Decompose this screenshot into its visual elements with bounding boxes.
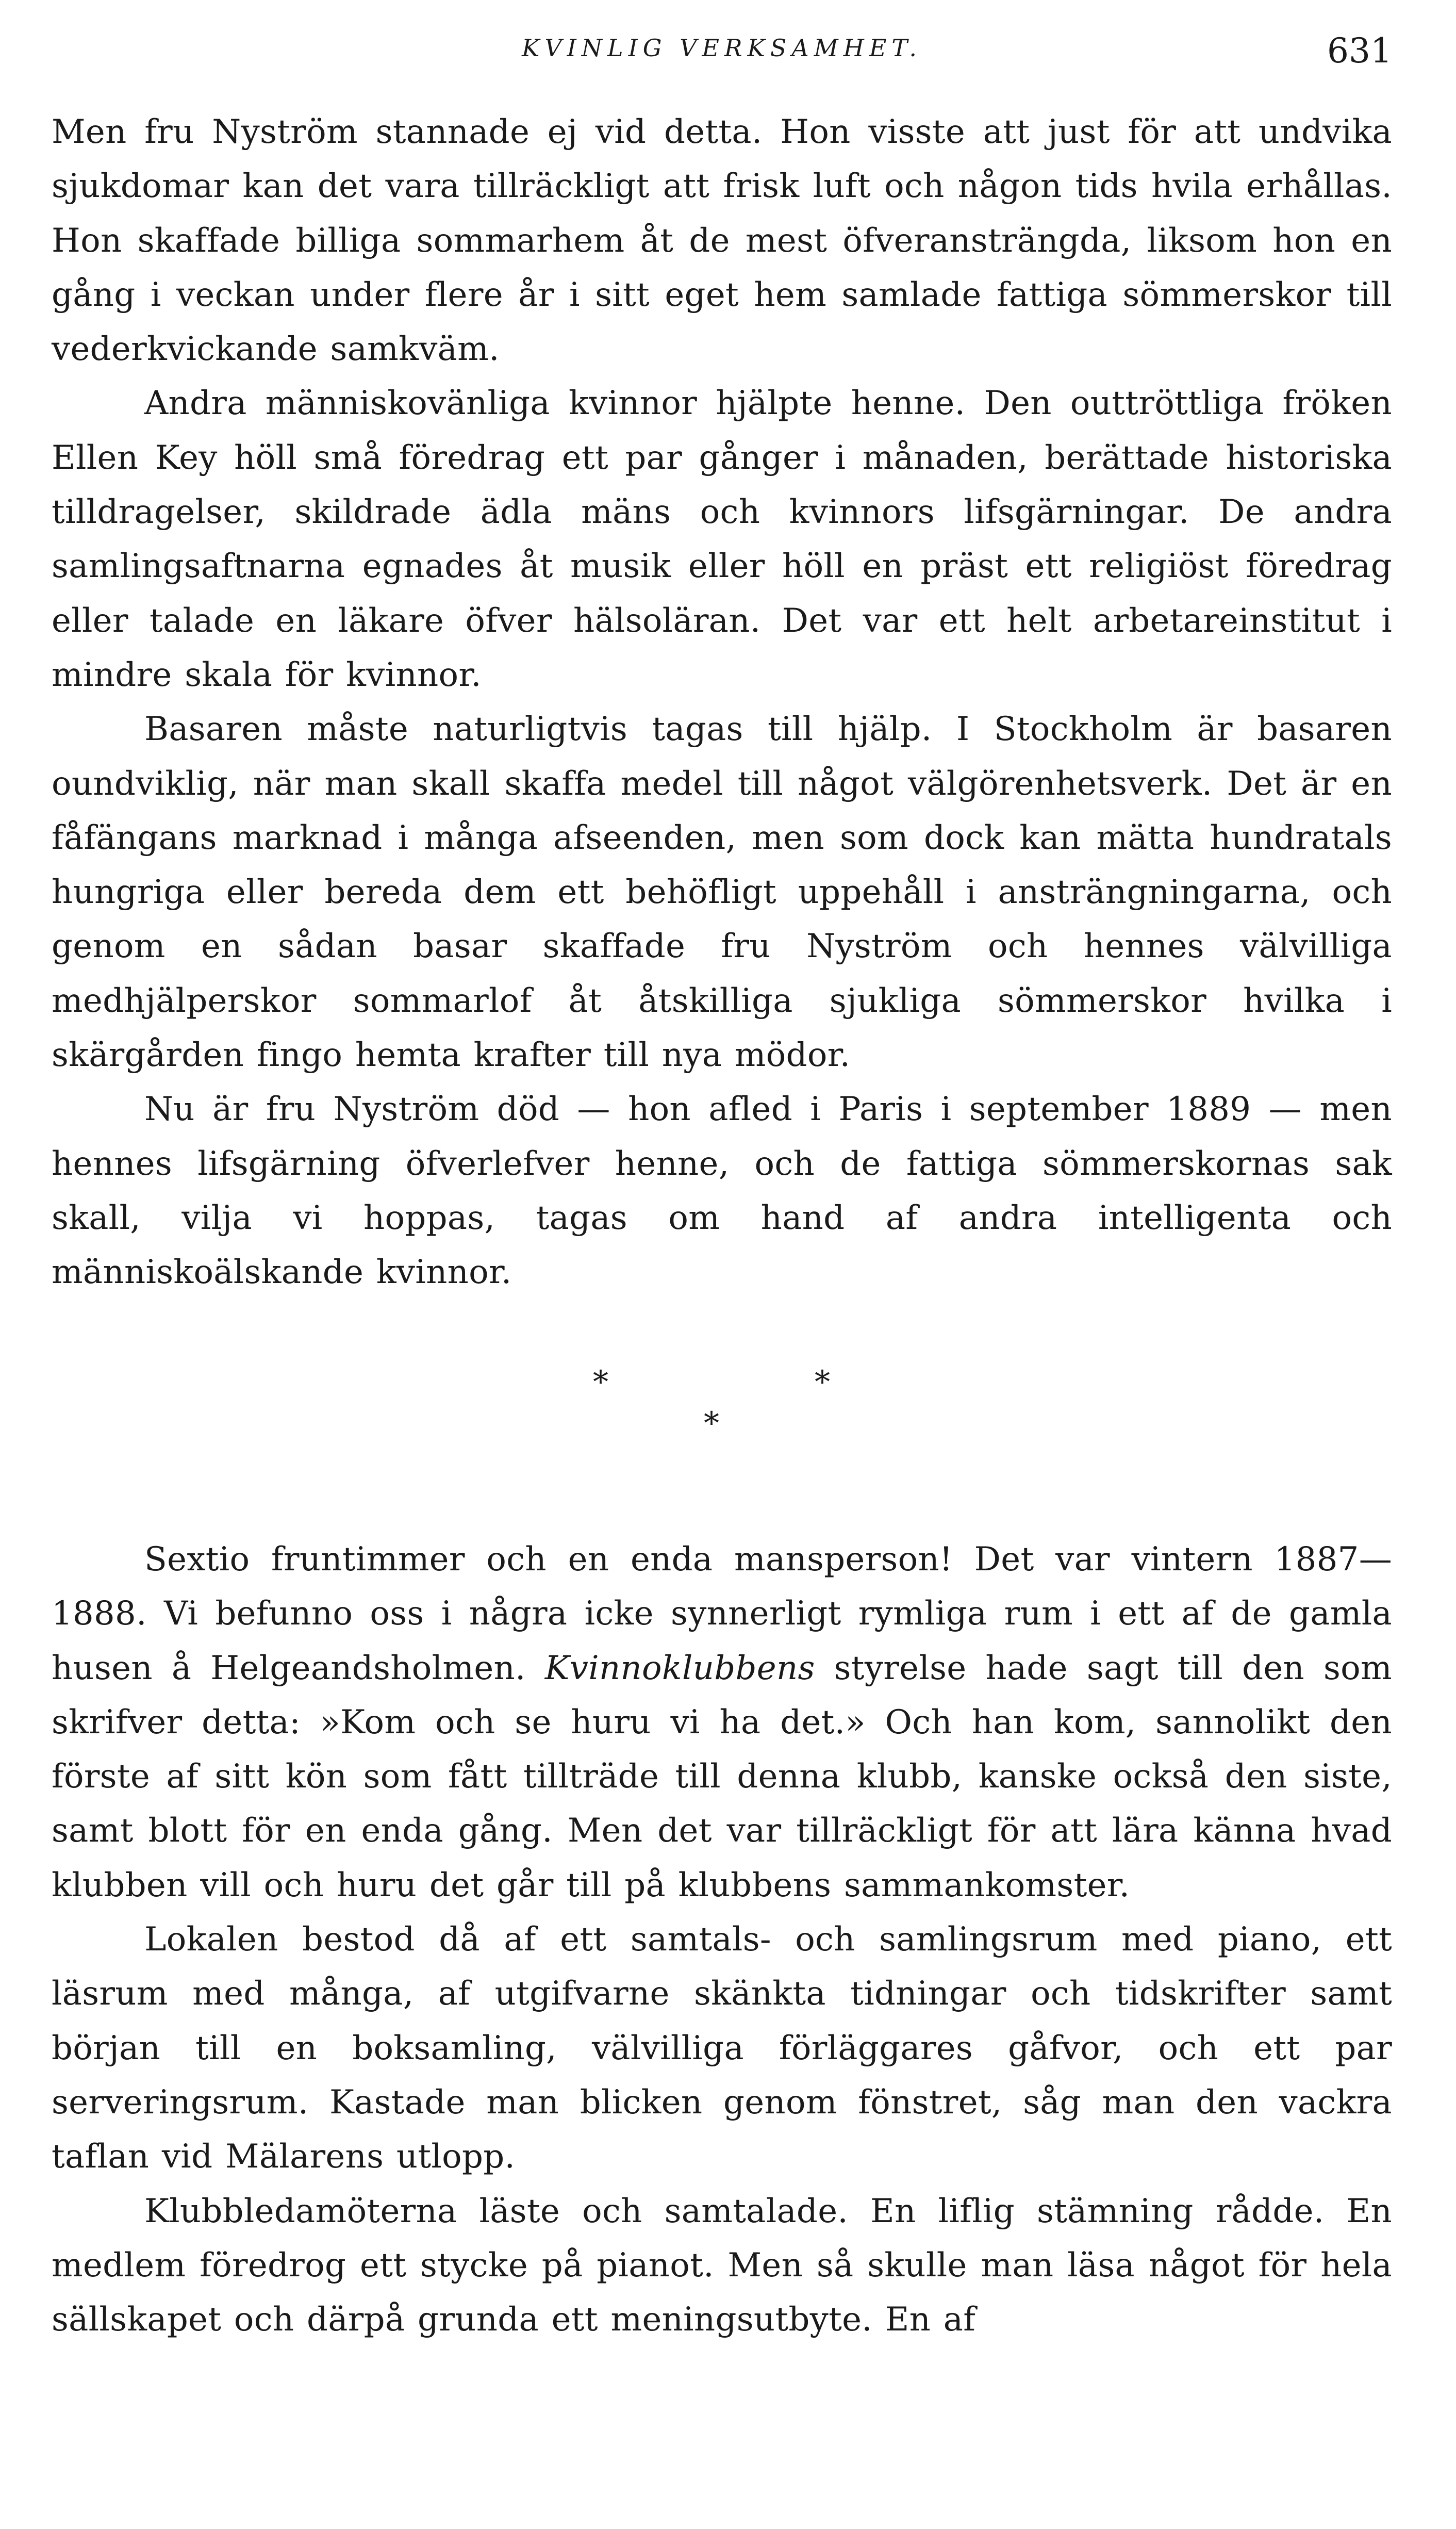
- divider-star: *: [593, 1364, 608, 1400]
- paragraph: Nu är fru Nyström död — hon afled i Paris i september 1889 — men hennes lifsgärning öfverlefver henne, och de fattiga sömmerskornas sak skall, vilja vi hoppas, tagas om hand af andra intelligenta och människoälskande kvinnor.: [52, 1090, 1392, 1292]
- paragraph-text: styrelse hade sagt till den som skrifver detta: »Kom och se huru vi ha det.» Och han kom, sannolikt den förste af sitt kön som fått tillträde till denna klubb, kanske också den siste, samt blott för en enda gång. Men det var tillräckligt för att lära känna hvad klubben vill och huru det går till på klubbens sammankomster.: [52, 1649, 1392, 1904]
- paragraph: Lokalen bestod då af ett samtals- och samlingsrum med piano, ett läsrum med många, af utgifvarne skänkta tidningar och tidskrifter samt början till en boksamling, välvilliga förläggares gåfvor, och ett par serveringsrum. Kastade man blicken genom fönstret, såg man den vackra taflan vid Mälarens utlopp.: [52, 1920, 1392, 2176]
- section-kvinnoklubben: [52, 1533, 1392, 2347]
- section-divider: [0, 1351, 1456, 1454]
- section-nystrom: [52, 105, 1392, 1300]
- running-head: [52, 31, 1392, 77]
- italic-club-name: Kvinnoklubbens: [544, 1649, 815, 1687]
- paragraph: Andra människovänliga kvinnor hjälpte henne. Den outtröttliga fröken Ellen Key höll små föredrag ett par gånger i månaden, berättade historiska tilldragelser, skildrade ädla mäns och kvinnors lifsgärningar. De andra samlingsaftnarna egnades åt musik eller höll en präst ett religiöst föredrag eller talade en läkare öfver hälsoläran. Det var ett helt arbetareinstitut i mindre skala för kvinnor.: [52, 384, 1392, 694]
- divider-star: *: [815, 1364, 830, 1400]
- paragraph-text: Sextio fruntimmer och en enda mansperson! Det var vintern 1887—1888. Vi befunno oss i några icke synnerligt rymliga rum i ett af de gamla husen å Helgeandsholmen.: [52, 1540, 1392, 1687]
- paragraph: [52, 1533, 1392, 1913]
- paragraph: Basaren måste naturligtvis tagas till hjälp. I Stockholm är basaren oundviklig, när man skall skaffa medel till något välgörenhetsverk. Det är en fåfängans marknad i många afseenden, men som dock kan mätta hundratals hungriga eller bereda dem ett behöfligt uppehåll i ansträngningarna, och genom en sådan basar skaffade fru Nyström och hennes välvilliga medhjälperskor sommarlof åt åtskilliga sjukliga sömmerskor hvilka i skärgården fingo hemta krafter till nya mödor.: [52, 710, 1392, 1075]
- divider-star: *: [704, 1405, 719, 1441]
- paragraph: Men fru Nyström stannade ej vid detta. Hon visste att just för att undvika sjukdomar kan det vara tillräckligt att frisk luft och någon tids hvila erhållas. Hon skaffade billiga sommarhem åt de mest öfveransträngda, liksom hon en gång i veckan under flere år i sitt eget hem samlade fattiga sömmerskor till vederkvickande samkväm.: [52, 113, 1392, 369]
- running-title: KVINLIG VERKSAMHET.: [522, 34, 922, 62]
- page-number: 631: [1327, 31, 1392, 71]
- paragraph: Klubbledamöterna läste och samtalade. En liflig stämning rådde. En medlem föredrog ett stycke på pianot. Men så skulle man läsa något för hela sällskapet och därpå grunda ett meningsutbyte. En af: [52, 2192, 1392, 2339]
